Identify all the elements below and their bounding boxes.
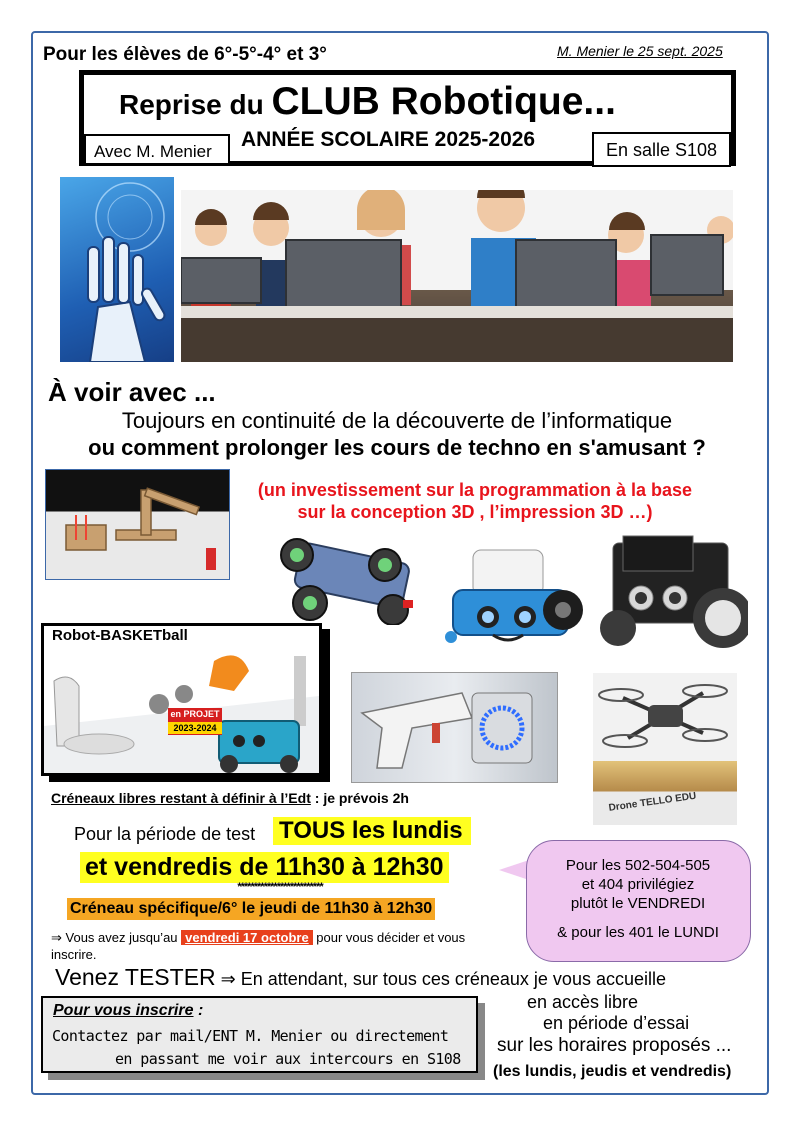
basketball-robot-box: [41, 623, 322, 776]
project-badge: [168, 708, 222, 735]
bubble-line-1: Pour les 502-504-505: [565, 857, 711, 874]
periode-label: Pour la période de test: [74, 824, 256, 844]
microbit-robot-photo: [593, 528, 748, 658]
creneaux-line: [51, 790, 409, 806]
room-tag: En salle S108: [592, 132, 731, 167]
bubble-line-4: & pour les 401 le LUNDI: [557, 924, 719, 941]
kids-computers-photo: [181, 190, 733, 362]
author-date: M. Menier le 25 sept. 2025: [557, 43, 723, 59]
mbot-robot-photo: [443, 545, 583, 660]
inscription-title-colon: :: [193, 1002, 204, 1019]
deadline-suffix: pour vous décider et vous inscrire.: [51, 930, 466, 962]
venez-rest: ⇒ En attendant, sur tous ces créneaux je vous accueille: [215, 969, 666, 989]
drone-caption: Drone TELLO EDU: [608, 790, 698, 814]
horaires-proposes: sur les horaires proposés ...: [497, 1035, 732, 1056]
bubble-line-3: plutôt le VENDREDI: [570, 895, 706, 912]
robot-hand-photo: [60, 177, 174, 362]
venez-tester: [55, 964, 666, 991]
venez-main: Venez TESTER: [55, 964, 216, 990]
periode-essai: en période d’essai: [543, 1013, 690, 1033]
stars-divider: **************************: [237, 881, 323, 893]
page-title: [119, 80, 616, 124]
tous-les-lundis: TOUS les lundis: [273, 817, 471, 845]
acces-libre: en accès libre: [527, 992, 639, 1012]
creneaux-label: Créneaux libres restant à définir à l’Edt: [51, 790, 311, 806]
deadline-prefix: ⇒ Vous avez jusqu’au: [51, 930, 182, 945]
3d-printed-device-photo: [351, 672, 558, 783]
hydraulic-arm-photo: [45, 469, 230, 580]
creneaux-value: : je prévois 2h: [310, 790, 409, 806]
vendredis-hours: et vendredis de 11h30 à 12h30: [80, 852, 449, 883]
school-year: ANNÉE SCOLAIRE 2025-2026: [241, 128, 536, 151]
project-badge-label: en PROJET: [170, 709, 220, 719]
basketball-title: Robot-BASKETball: [52, 627, 188, 644]
title-prefix: Reprise du: [119, 89, 272, 120]
days-list: (les lundis, jeudis et vendredis): [493, 1063, 732, 1080]
inscription-line-2: en passant me voir aux intercours en S108: [115, 1050, 461, 1068]
bubble-tail: [499, 860, 529, 880]
red-note-line-2: sur la conception 3D , l’impression 3D …): [297, 502, 653, 522]
inscription-line-1: Contactez par mail/ENT M. Menier ou directement: [52, 1027, 449, 1045]
inscription-title: [53, 1002, 203, 1020]
audience-line: Pour les élèves de 6°-5°-4° et 3°: [43, 44, 327, 65]
inscription-title-text: Pour vous inscrire: [53, 1002, 194, 1019]
red-note: [220, 479, 730, 523]
bubble-line-2: et 404 privilégiez: [581, 876, 695, 893]
intro-line-2: ou comment prolonger les cours de techno en s'amusant ?: [88, 435, 706, 460]
intro-line-1: Toujours en continuité de la découverte de l’informatique: [121, 408, 673, 433]
robot-car-photo: [275, 525, 425, 625]
class-bubble-text: [536, 856, 740, 942]
title-main: CLUB Robotique...: [271, 80, 616, 123]
teacher-tag: Avec M. Menier: [84, 134, 230, 165]
creneau-6e: Créneau spécifique/6° le jeudi de 11h30 à 12h30: [67, 898, 435, 920]
deadline-date: vendredi 17 octobre: [181, 930, 313, 945]
project-badge-year: 2023-2024: [168, 722, 222, 734]
deadline-text: [51, 929, 511, 963]
red-note-line-1: (un investissement sur la programmation à la base: [257, 480, 693, 500]
section-heading: À voir avec ...: [48, 377, 216, 407]
